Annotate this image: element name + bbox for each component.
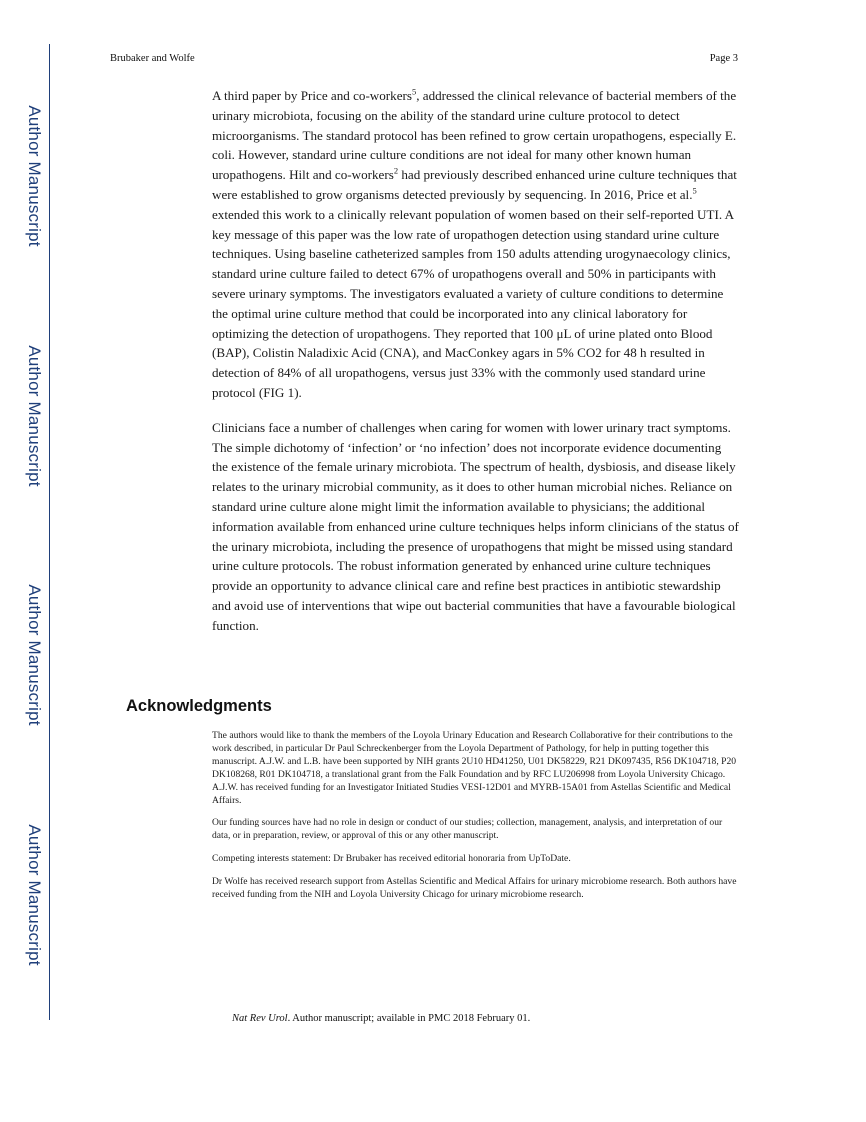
body-text — [212, 86, 740, 636]
p1-text-b: , addressed the clinical relevance of bacterial members of the urinary microbiota, focusing on the ability of the standard urine culture protocol to detect microorganisms. The standard protocol has been refined to grow certain uropathogens, especially E. coli. However, standard urine culture conditions are not ideal for many other known human uropathogens. Hilt and co-workers — [212, 88, 737, 183]
side-label-1: Author Manuscript — [25, 105, 44, 247]
citation-ref[interactable]: 5 — [411, 86, 417, 97]
acknowledgments-body — [212, 730, 740, 902]
side-label-4: Author Manuscript — [25, 824, 44, 966]
body-paragraph-1 — [212, 86, 740, 403]
side-label-2: Author Manuscript — [25, 345, 44, 487]
body-paragraph-2: Clinicians face a number of challenges when caring for women with lower urinary tract symptoms. The simple dichotomy of ‘infection’ or ‘no infection’ does not incorporate evidence documenting the existence of the female urinary microbiota. The spectrum of health, dysbiosis, and disease likely relates to the urinary microbial community, as it does to other human microbial niches. Reliance on standard urine culture alone might limit the information available to physicians; the additional information available from enhanced urine culture techniques helps inform clinicians of the status of the urinary microbiota, including the presence of uropathogens that might be missed using standard urine culture protocols. The robust information generated by enhanced urine culture techniques provide an opportunity to advance clinical care and refine best practices in antibiotic stewardship and avoid use of interventions that wipe out bacterial communities that have a favourable biological function. — [212, 419, 739, 633]
footer-journal: Nat Rev Urol — [232, 1013, 288, 1024]
citation-ref[interactable]: 5 — [692, 185, 697, 196]
p1-text-c: had previously described enhanced urine culture techniques that were established to grow organisms detected previously by sequencing. In 2016, Price et al. — [212, 167, 737, 202]
ack-paragraph-disclosure: Dr Wolfe has received research support from Astellas Scientific and Medical Affairs for urinary microbiome research. Both authors have received funding from the NIH and Loyola University Chicago for urinary microbiome research. — [212, 876, 737, 901]
footer-text: . Author manuscript; available in PMC 2018 February 01. — [287, 1013, 531, 1024]
running-head-authors: Brubaker and Wolfe — [110, 53, 195, 64]
side-label-3: Author Manuscript — [25, 584, 44, 726]
ack-paragraph-funding: The authors would like to thank the members of the Loyola Urinary Education and Research Collaborative for their contributions to the work described, in particular Dr Paul Schreckenberger from the Loyola Department of Pathology, for help in putting together this manuscript. A.J.W. and L.B. have been supported by NIH grants 2U10 HD41250, U01 DK58229, R21 DK097435, R56 DK104718, P20 DK108268, R01 DK104718, a translational grant from the Falk Foundation and by RFC LU206998 from Loyola University Chicago. A.J.W. has received funding for an Investigator Initiated Studies VESI-12D01 and MYRB-15A01 from Astellas Scientific and Medical Affairs. — [212, 730, 737, 806]
p1-text-a: A third paper by Price and co-workers — [212, 88, 412, 103]
page-footer — [232, 1013, 530, 1024]
acknowledgments-heading: Acknowledgments — [126, 697, 272, 715]
ack-paragraph-competing: Competing interests statement: Dr Brubaker has received editorial honoraria from UpToDate. — [212, 853, 571, 865]
margin-rule — [49, 44, 50, 1020]
p1-text-d: extended this work to a clinically relevant population of women based on their self-reported UTI. A key message of this paper was the low rate of uropathogen detection using standard urine culture techniques. Using baseline catheterized samples from 150 adults attending urogynaecology clinics, standard urine culture failed to detect 67% of uropathogens overall and 50% in participants with severe urinary symptoms. The investigators evaluated a variety of culture conditions to determine the optimal urine culture method that could be incorporated into any clinical laboratory for optimizing the detection of uropathogens. They reported that 100 μL of urine plated onto Blood (BAP), Colistin Naladixic Acid (CNA), and MacConkey agars in 5% CO2 for 48 h resulted in detection of 84% of all uropathogens, versus just 33% with the commonly used standard urine protocol (FIG 1). — [212, 206, 734, 400]
running-head-page: Page 3 — [709, 53, 738, 64]
citation-ref[interactable]: 2 — [393, 165, 399, 176]
ack-paragraph-role: Our funding sources have had no role in design or conduct of our studies; collection, management, analysis, and interpretation of our data, or in preparation, review, or approval of this or any other manuscript. — [212, 817, 723, 842]
